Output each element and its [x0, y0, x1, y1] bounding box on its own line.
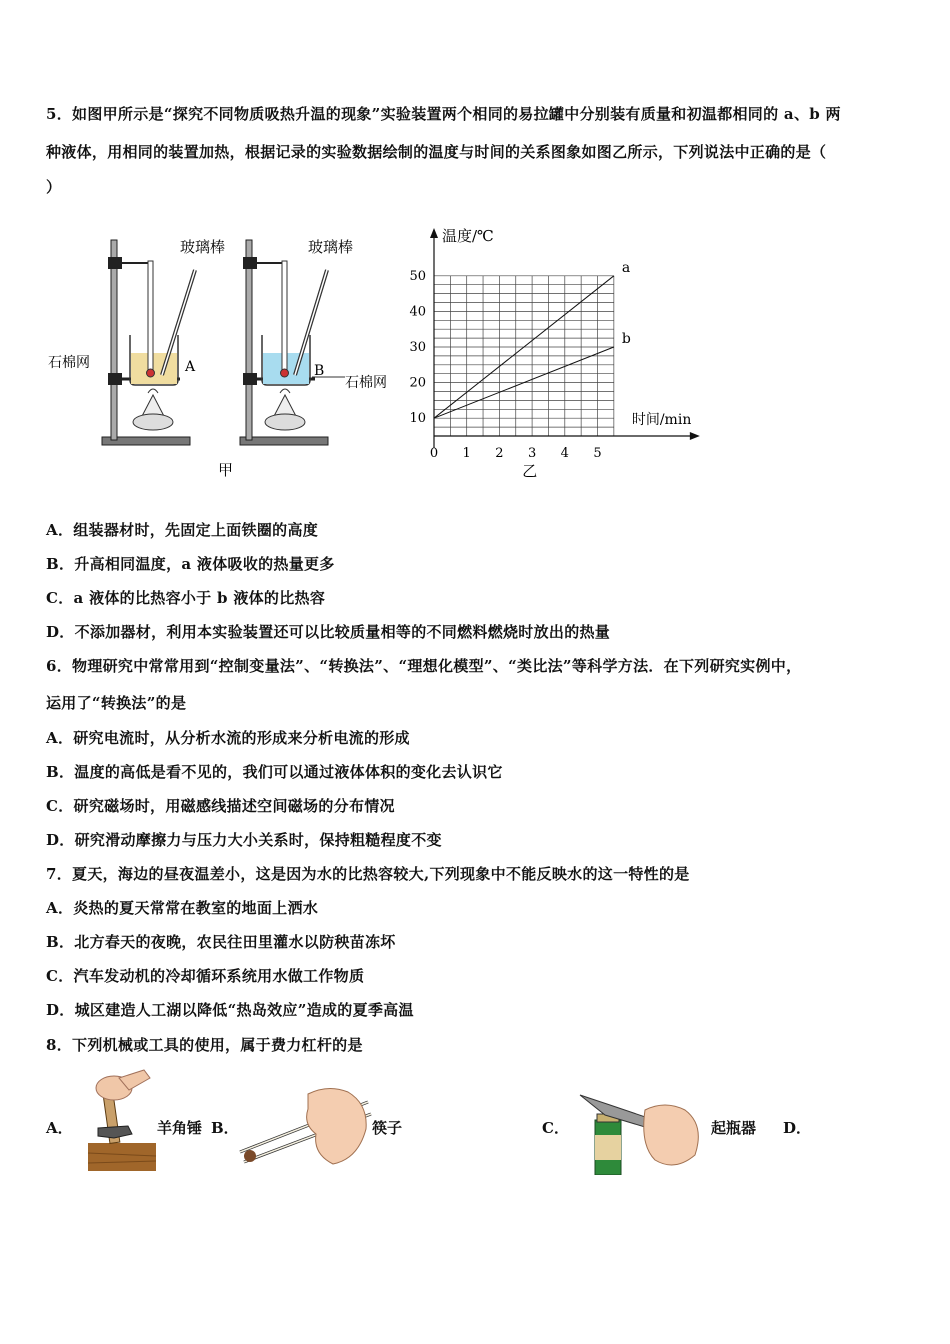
q5-stem-line3: ） — [46, 178, 62, 196]
x-axis-arrow — [690, 432, 700, 440]
q5-option-c: C．a 液体的比热容小于 b 液体的比热容 — [46, 589, 326, 607]
chart-caption: 乙 — [522, 462, 538, 480]
series-label-b: b — [621, 331, 631, 347]
q5-stem-line1: 5．如图甲所示是“探究不同物质吸热升温的现象”实验装置两个相同的易拉罐中分别装有质量和初温都相同的 a、b 两 — [46, 105, 841, 123]
q7-option-a: A．炎热的夏天常常在教室的地面上洒水 — [46, 899, 319, 917]
q5-option-a: A．组装器材时，先固定上面铁圈的高度 — [46, 521, 319, 539]
x-tick-label: 5 — [593, 446, 602, 461]
asbestos-label-1: 石棉网 — [48, 355, 90, 371]
q8-option-b-text: 筷子 — [372, 1119, 403, 1137]
q6-option-b: B．温度的高低是看不见的，我们可以通过液体体积的变化去认识它 — [46, 763, 503, 781]
x-tick-label: 4 — [560, 446, 569, 461]
q7-option-c: C．汽车发动机的冷却循环系统用水做工作物质 — [46, 967, 365, 985]
q8-stem: 8．下列机械或工具的使用，属于费力杠杆的是 — [46, 1036, 363, 1054]
q8-option-a-text: 羊角锤 — [157, 1119, 203, 1137]
q6-stem-line1: 6．物理研究中常常用到“控制变量法”、“转换法”、“理想化模型”、“类比法”等科学方法．在下列研究实例中， — [46, 657, 802, 675]
y-tick-label: 50 — [409, 268, 426, 284]
q8-option-c-letter: C． — [542, 1119, 569, 1137]
q5-option-b: B．升高相同温度，a 液体吸收的热量更多 — [46, 555, 335, 573]
beaker-a-label: A — [185, 359, 196, 375]
q6-stem-line2: 运用了“转换法”的是 — [46, 694, 187, 712]
q8-option-b-letter: B． — [211, 1119, 239, 1137]
y-axis-arrow — [430, 228, 438, 238]
y-tick-label: 40 — [409, 304, 426, 320]
q6-option-c: C．研究磁场时，用磁感线描述空间磁场的分布情况 — [46, 797, 395, 815]
apparatus-figure — [40, 225, 410, 485]
series-label-a: a — [621, 259, 631, 276]
q7-stem: 7．夏天，海边的昼夜温差小，这是因为水的比热容较大,下列现象中不能反映水的这一特性的是 — [46, 865, 690, 883]
x-axis-label: 时间/min — [631, 412, 692, 428]
x-tick-label: 3 — [527, 446, 537, 461]
asbestos-label-2: 石棉网 — [345, 375, 387, 391]
y-axis-label: 温度/℃ — [442, 227, 494, 245]
glass-rod-label-1: 玻璃棒 — [180, 238, 226, 256]
glass-rod-label-2: 玻璃棒 — [308, 238, 354, 256]
q5-stem-line2: 种液体，用相同的装置加热，根据记录的实验数据绘制的温度与时间的关系图象如图乙所示，下列说法中正确的是（ — [46, 143, 827, 161]
x-tick-label: 2 — [495, 446, 504, 461]
temperature-time-chart — [400, 222, 710, 482]
y-tick-label: 30 — [409, 340, 426, 355]
x-tick-label: 0 — [429, 446, 439, 461]
q6-option-d: D．研究滑动摩擦力与压力大小关系时，保持粗糙程度不变 — [46, 831, 442, 849]
q8-option-a-letter: A． — [46, 1119, 73, 1137]
stand-a — [102, 240, 195, 445]
x-tick-label: 1 — [462, 446, 471, 461]
y-tick-label: 20 — [409, 375, 426, 391]
claw-hammer-image — [84, 1068, 159, 1173]
bottle-opener-image — [575, 1090, 710, 1175]
q7-option-d: D．城区建造人工湖以降低“热岛效应”造成的夏季高温 — [46, 1001, 414, 1019]
chopsticks-image — [238, 1084, 373, 1174]
q6-option-a: A．研究电流时，从分析水流的形成来分析电流的形成 — [46, 729, 410, 747]
q5-option-d: D．不添加器材，利用本实验装置还可以比较质量相等的不同燃料燃烧时放出的热量 — [46, 623, 611, 641]
figure-jia-caption: 甲 — [218, 461, 234, 479]
stand-b — [240, 240, 328, 445]
q8-option-d-letter: D． — [783, 1119, 812, 1137]
q7-option-b: B．北方春天的夜晚，农民往田里灌水以防秧苗冻坏 — [46, 933, 396, 951]
beaker-b-label: B — [314, 363, 325, 379]
y-tick-label: 10 — [409, 411, 426, 427]
q8-option-c-text: 起瓶器 — [711, 1119, 757, 1137]
